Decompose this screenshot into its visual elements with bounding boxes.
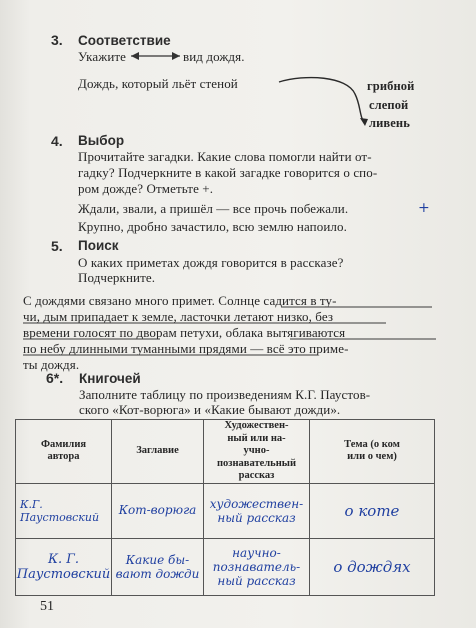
task4-text-line-2: гадку? Подчеркните в какой загадке говорится о спо-	[78, 165, 378, 180]
task4-text-line-3: ром дожде? Отметьте +.	[78, 181, 214, 196]
task5-text-line-2: Подчеркните.	[78, 270, 156, 285]
table-row	[16, 538, 435, 595]
task5-title: Поиск	[78, 238, 119, 253]
header-title: Заглавие	[112, 420, 204, 484]
task6-number: 6*.	[46, 370, 64, 386]
page-number: 51	[40, 599, 54, 614]
task3-instr-before: Укажите	[78, 49, 127, 64]
task3-option-1: грибной	[367, 79, 415, 93]
cell-author: К. Г. Паустовский	[16, 538, 112, 595]
task4-riddle-1: Ждали, звали, а пришёл — все прочь побежали.	[78, 201, 349, 216]
task4-plus-mark: +	[418, 200, 430, 216]
table-row	[16, 483, 435, 538]
task3-number: 3.	[51, 32, 63, 48]
task6-text-line-1: Заполните таблицу по произведениям К.Г. Паустов-	[79, 387, 371, 402]
task6-text-line-2: ского «Кот-ворюга» и «Какие бывают дожди».	[79, 402, 341, 417]
task5-story-line-2: чи, дым припадает к земле, ласточки летают низко, без	[23, 309, 334, 324]
task5-text-line-1: О каких приметах дождя говорится в рассказе?	[78, 255, 344, 270]
task4-text-line-1: Прочитайте загадки. Какие слова помогли найти от-	[78, 149, 372, 164]
cell-topic: о дождях	[310, 538, 435, 595]
task5-story-line-4: по небу длинными туманными прядями — всё это приме-	[23, 341, 349, 356]
task3-option-2: слепой	[369, 98, 409, 112]
cell-title: Какие бы-вают дожди	[112, 538, 204, 595]
cell-genre: научно-познаватель-ный рассказ	[204, 538, 310, 595]
cell-topic: о коте	[310, 483, 435, 538]
task3-instr-after: вид дождя.	[183, 49, 245, 64]
cell-title: Кот-ворюга	[112, 483, 204, 538]
task4-number: 4.	[51, 133, 63, 149]
header-topic: Тема (о ком или о чем)	[310, 420, 435, 484]
task5-story-line-5: ты дождя.	[23, 357, 80, 372]
task3-title: Соответствие	[78, 33, 171, 48]
header-author: Фамилия автора	[16, 420, 112, 484]
task4-riddle-2: Крупно, дробно зачастило, всю землю напоило.	[78, 219, 347, 234]
books-table	[15, 419, 435, 596]
table-header-row	[16, 420, 435, 484]
task3-option-3: ливень	[369, 116, 410, 130]
task6-title: Книгочей	[79, 371, 141, 386]
cell-author: К.Г. Паустовский	[16, 483, 112, 538]
task5-story-line-3: времени голосят по дворам петухи, облака вытягиваются	[23, 325, 346, 340]
task5-number: 5.	[51, 238, 63, 254]
header-genre: Художествен- ный или на- учно- познавательный рассказ	[204, 420, 310, 484]
task3-phrase: Дождь, который льёт стеной	[78, 76, 238, 91]
task5-story-line-1: С дождями связано много примет. Солнце садится в ту-	[23, 293, 337, 308]
task4-title: Выбор	[78, 133, 125, 148]
cell-genre: художествен-ный рассказ	[204, 483, 310, 538]
